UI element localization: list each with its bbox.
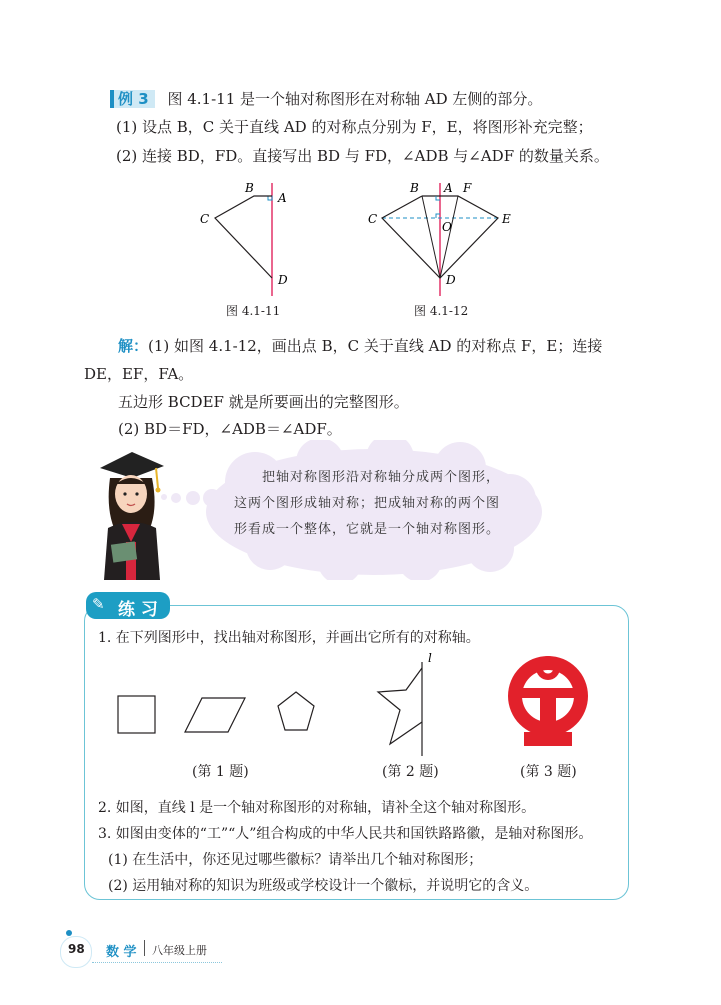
bubble-line-2: 这两个图形成轴对称；把成轴对称的两个图 — [234, 496, 501, 511]
caption-q2: (第 2 题) — [382, 764, 439, 780]
exercise-q3: 3. 如图由变体的“工”“人”组合构成的中华人民共和国铁路路徽，是轴对称图形。 — [98, 826, 593, 842]
q2-half-star — [372, 650, 442, 758]
page-number: 98 — [68, 942, 85, 956]
footer-subject: 数 学 — [106, 945, 137, 960]
label-c: C — [368, 212, 378, 226]
page-dot — [66, 930, 72, 936]
caption-q1: (第 1 题) — [192, 764, 249, 780]
tools-icon: ✎ — [92, 595, 105, 613]
label-o: O — [442, 220, 452, 234]
footer-grade: 八年级上册 — [152, 944, 207, 957]
solution-line-1: 解：(1) 如图 4.1-12，画出点 B，C 关于直线 AD 的对称点 F，E；连接 — [118, 337, 603, 355]
book — [111, 541, 137, 562]
footer-divider — [144, 940, 145, 956]
label-a: A — [278, 191, 287, 205]
bubble-line-3: 形看成一个整体，它就是一个轴对称图形。 — [234, 522, 501, 537]
label-d: D — [278, 273, 288, 287]
example-q2: (2) 连接 BD，FD。直接写出 BD 与 FD，∠ADB 与∠ADF 的数量关系。 — [116, 147, 609, 165]
example-statement: 图 4.1-11 是一个轴对称图形在对称轴 AD 左侧的部分。 — [167, 90, 543, 108]
figure-4-1-12 — [360, 178, 520, 298]
exercise-q3-1: (1) 在生活中，你还见过哪些徽标？请举出几个轴对称图形； — [108, 852, 483, 868]
segment-bd — [422, 196, 440, 278]
exercise-q2: 2. 如图，直线 l 是一个轴对称图形的对称轴，请补全这个轴对称图形。 — [98, 800, 536, 816]
label-b: B — [410, 181, 419, 195]
figure-4-1-11 — [190, 178, 310, 298]
caption-fig1: 图 4.1-11 — [226, 304, 281, 318]
label-e: E — [502, 212, 511, 226]
solution-label: 解： — [118, 337, 149, 355]
caption-fig2: 图 4.1-12 — [414, 304, 469, 318]
label-c: C — [200, 212, 210, 226]
exercise-q3-2: (2) 运用轴对称的知识为班级或学校设计一个徽标，并说明它的含义。 — [108, 878, 539, 894]
parallelogram-shape — [185, 698, 245, 732]
exercise-q1: 1. 在下列图形中，找出轴对称图形，并画出它所有的对称轴。 — [98, 630, 480, 646]
label-d: D — [446, 273, 456, 287]
label-l: l — [428, 651, 432, 665]
example-heading — [110, 89, 542, 109]
caption-q3: (第 3 题) — [520, 764, 577, 780]
half-shape — [215, 196, 272, 278]
label-f: F — [463, 181, 472, 195]
example-q1: (1) 设点 B，C 关于直线 AD 的对称点分别为 F，E，将图形补充完整； — [116, 118, 593, 136]
square-shape — [118, 696, 155, 733]
pentagon-shape — [278, 692, 314, 730]
railway-logo — [500, 652, 596, 754]
half-star — [378, 668, 422, 744]
exercise-title: 练 习 — [118, 600, 158, 620]
right-angle-mark — [254, 196, 272, 200]
footer-rule — [92, 962, 222, 963]
q1-shapes — [110, 680, 330, 740]
exercise-header — [86, 592, 170, 619]
solution-line-4: (2) BD＝FD，∠ADB＝∠ADF。 — [118, 420, 342, 438]
example-tag: 例 3 — [110, 90, 155, 108]
segment-fd — [440, 196, 458, 278]
label-a: A — [444, 181, 453, 195]
bubble-line-1: 把轴对称图形沿对称轴分成两个图形， — [262, 470, 501, 485]
solution-line-3: 五边形 BCDEF 就是所要画出的完整图形。 — [118, 393, 409, 411]
label-b: B — [245, 181, 254, 195]
solution-line-2: DE，EF，FA。 — [84, 365, 194, 383]
